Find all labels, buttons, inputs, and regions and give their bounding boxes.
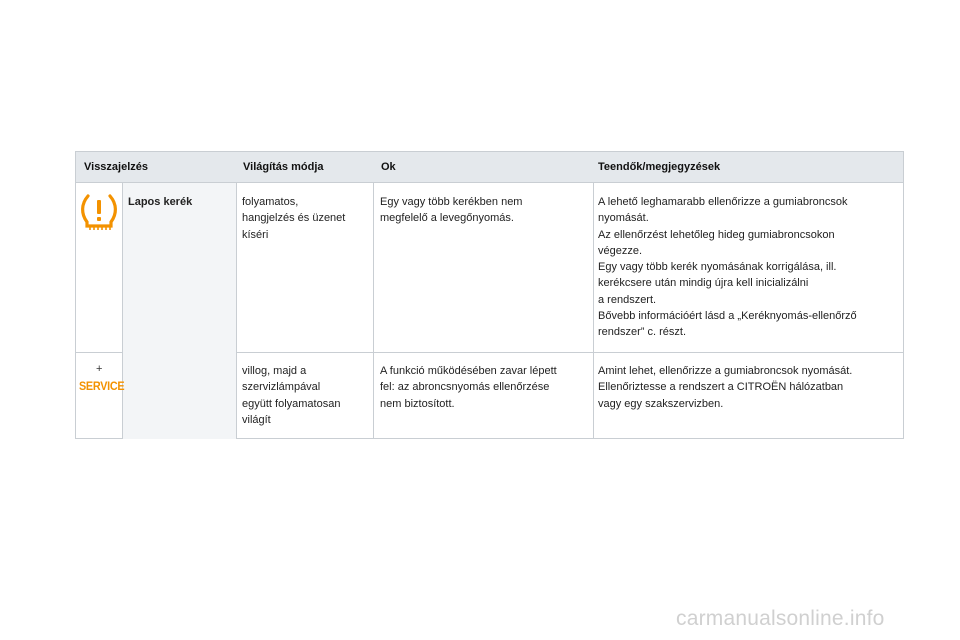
plus-sign: +	[96, 363, 103, 375]
divider	[373, 183, 374, 439]
divider	[236, 183, 237, 439]
name-cell-bg	[122, 183, 236, 439]
indicator-name: Lapos kerék	[128, 196, 193, 208]
divider	[76, 352, 122, 353]
service-icon: SERVICE	[79, 379, 125, 393]
header-cause: Ok	[381, 161, 396, 173]
cause-text: Egy vagy több kerékben nem megfelelő a levegőnyomás.	[380, 196, 523, 225]
lighting-mode: folyamatos, hangjelzés és üzenet kíséri	[242, 196, 346, 241]
header-action: Teendők/megjegyzések	[598, 161, 721, 173]
table-header	[76, 152, 903, 183]
tire-pressure-warning-icon	[79, 192, 119, 232]
header-lighting: Világítás módja	[243, 161, 324, 173]
action-text: Amint lehet, ellenőrizze a gumiabroncsok nyomását. Ellenőriztesse a rendszert a CITROËN hálózatban vagy egy szakszervizben.	[598, 365, 853, 410]
lighting-mode: villog, majd a szervizlámpával együtt folyamatosan világít	[242, 365, 341, 426]
cause-text: A funkció működésében zavar lépett fel: az abroncsnyomás ellenőrzése nem biztosított.	[380, 365, 557, 410]
divider	[122, 183, 123, 439]
header-indicator: Visszajelzés	[84, 161, 149, 173]
action-text: A lehető leghamarabb ellenőrizze a gumiabroncsok nyomását. Az ellenőrzést lehetőleg hideg gumiabroncsokon végezze. Egy vagy több kerék nyomásának korrigálása, ill. kerékcsere után mindig újra kell inicializálni a rendszert. Bővebb információért lásd a „Keréknyomás-ellenőrző rendszer” c. részt.	[598, 196, 857, 339]
watermark: carmanualsonline.info	[676, 607, 885, 630]
divider	[236, 352, 904, 353]
divider	[593, 183, 594, 439]
